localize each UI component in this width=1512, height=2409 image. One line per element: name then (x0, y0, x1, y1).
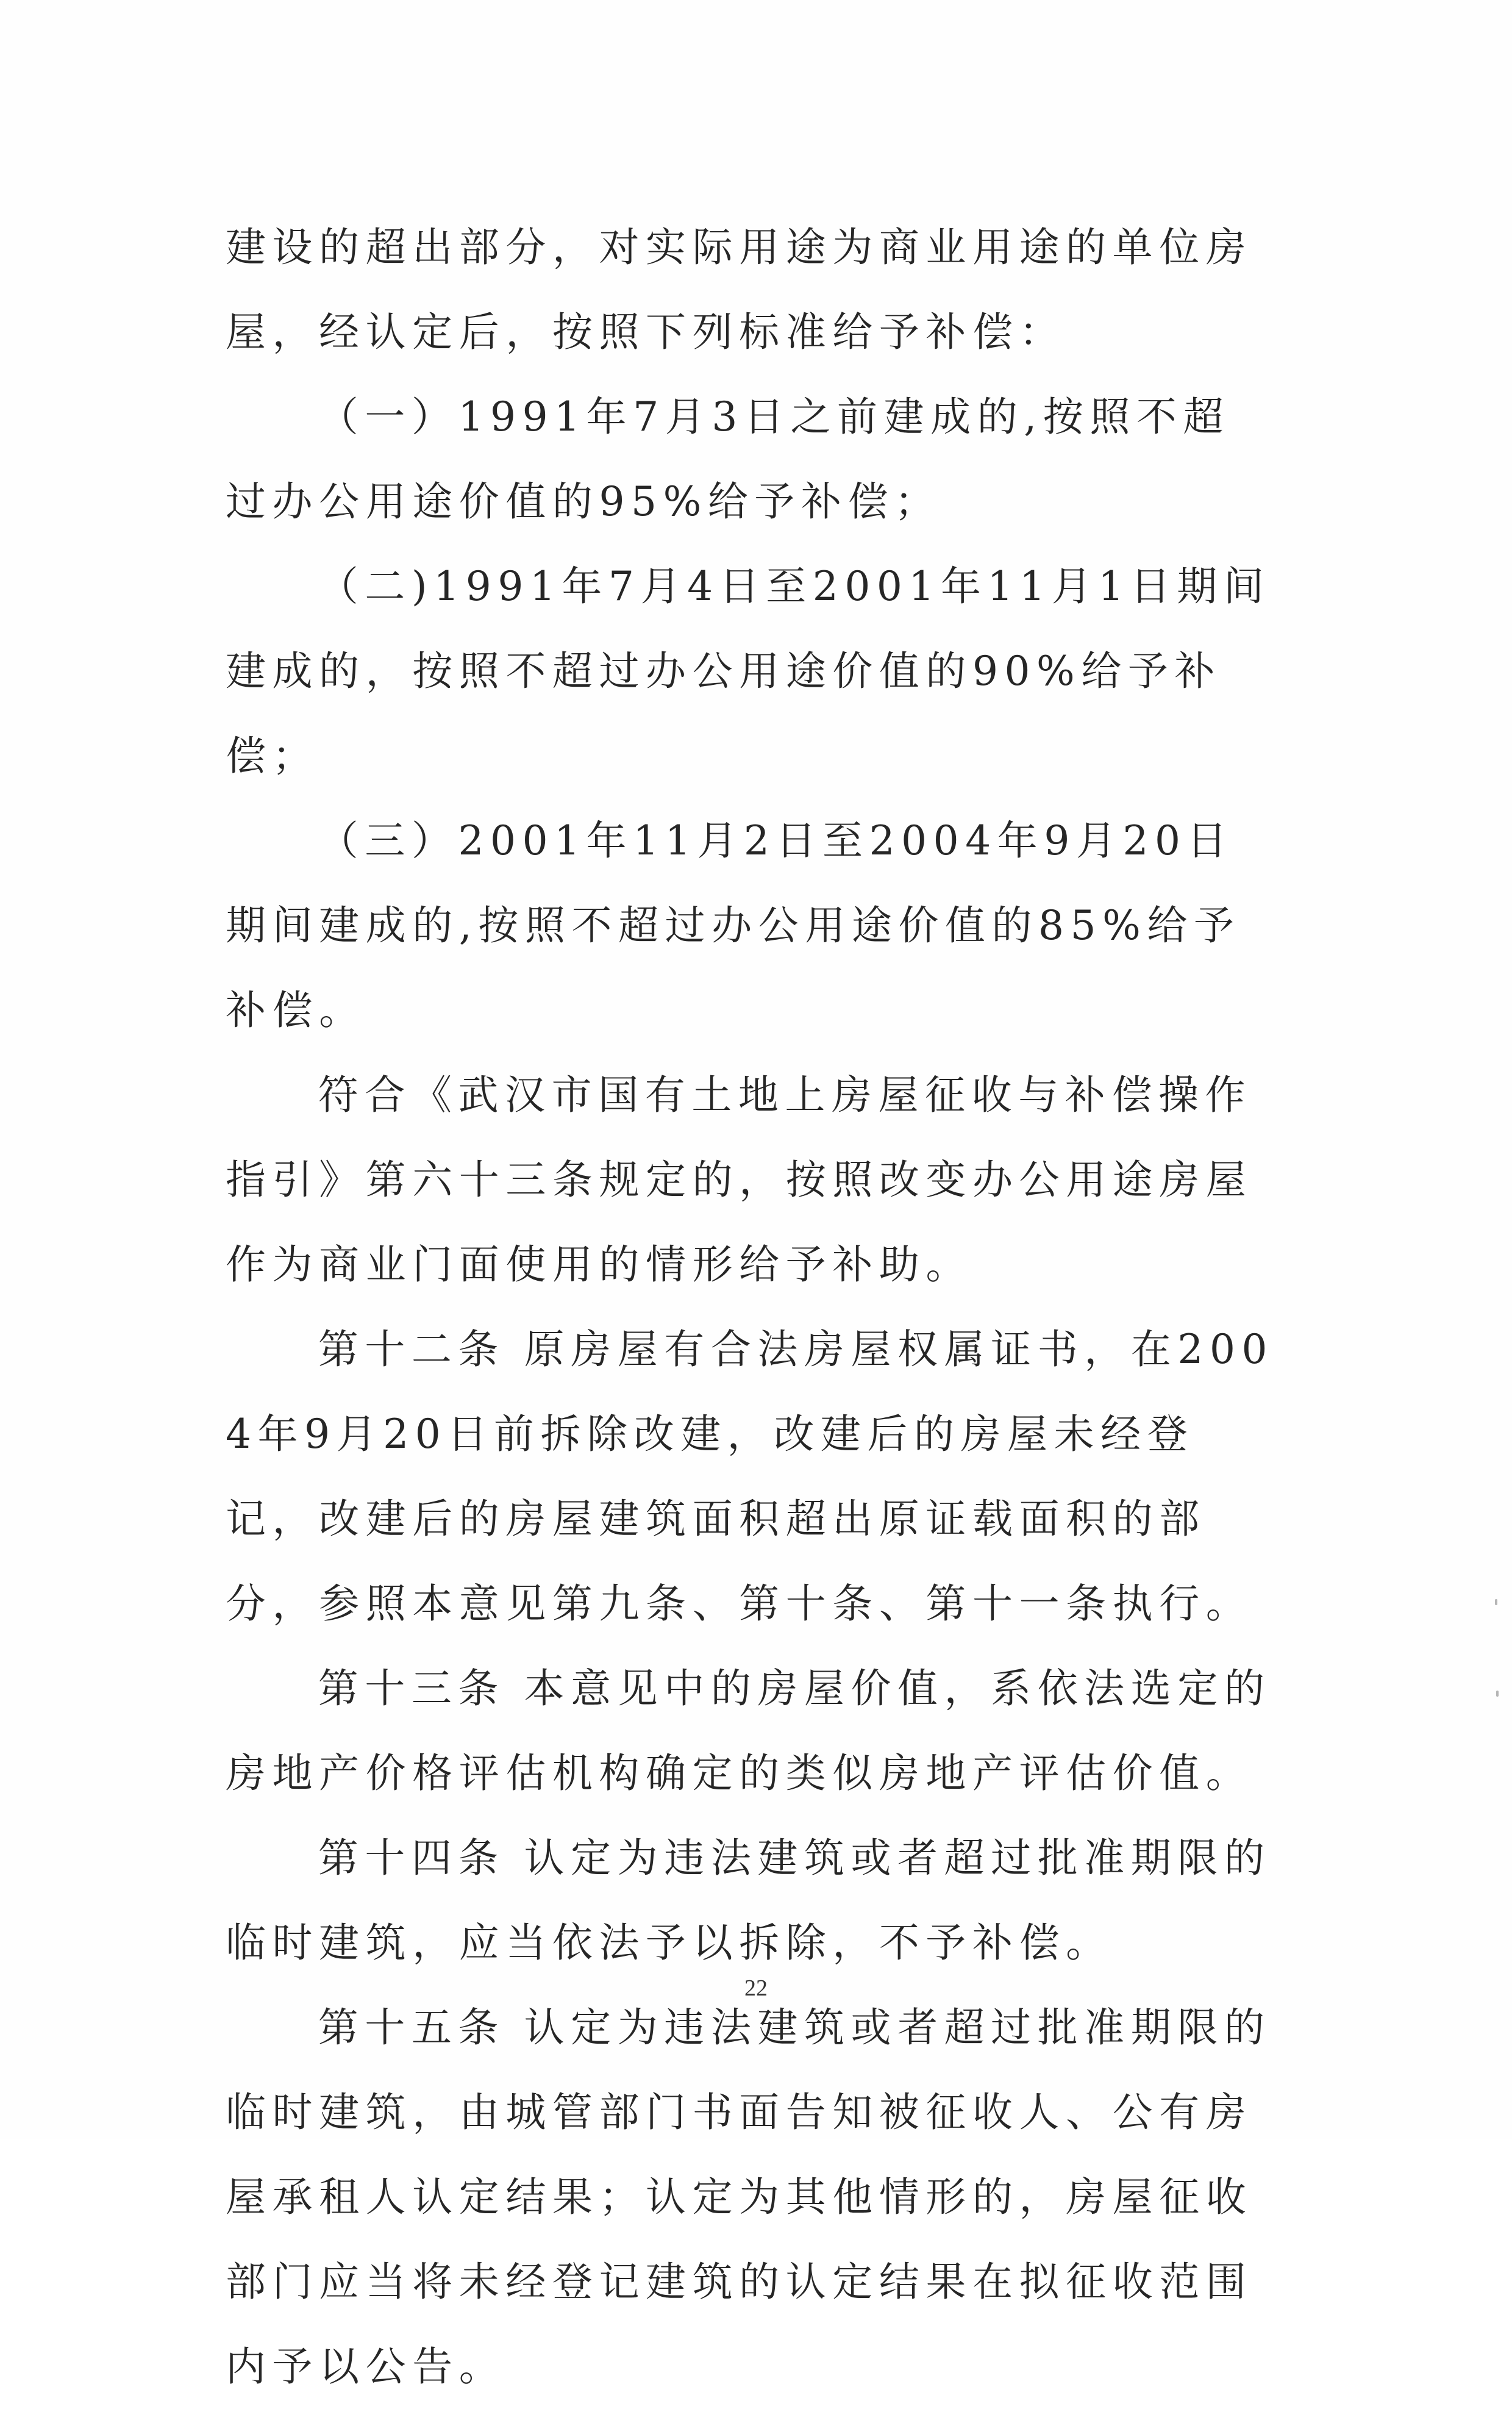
document-body (226, 205, 1274, 2409)
article-14: 第十四条 认定为违法建筑或者超过批准期限的临时建筑，应当依法予以拆除，不予补偿。 (226, 1834, 1271, 1966)
paragraph-item-2: （二)1991年7月4日至2001年11月1日期间建成的，按照不超过办公用途价值的90%给予补偿； (226, 563, 1271, 779)
scan-speck (1496, 1691, 1499, 1697)
paragraph-continuation: 建设的超出部分，对实际用途为商业用途的单位房屋，经认定后，按照下列标准给予补偿： (226, 224, 1253, 356)
page-number: 22 (744, 1975, 768, 2001)
scan-speck (1495, 1599, 1497, 1605)
article-12: 第十二条 原房屋有合法房屋权属证书，在2004年9月20日前拆除改建，改建后的房屋未经登记，改建后的房屋建筑面积超出原证载面积的部分，参照本意见第九条、第十条、第十一条执行。 (226, 1326, 1274, 1627)
paragraph-guideline-reference: 符合《武汉市国有土地上房屋征收与补偿操作指引》第六十三条规定的，按照改变办公用途房屋作为商业门面使用的情形给予补助。 (226, 1072, 1253, 1288)
paragraph-item-3: （三）2001年11月2日至2004年9月20日期间建成的,按照不超过办公用途价值的85%给予补偿。 (226, 817, 1241, 1034)
article-15: 第十五条 认定为违法建筑或者超过批准期限的临时建筑，由城管部门书面告知被征收人、公有房屋承租人认定结果；认定为其他情形的，房屋征收部门应当将未经登记建筑的认定结果在拟征收范围内予以公告。 (226, 2004, 1271, 2390)
paragraph-item-1: （一）1991年7月3日之前建成的,按照不超过办公用途价值的95%给予补偿； (226, 393, 1230, 525)
article-13: 第十三条 本意见中的房屋价值，系依法选定的房地产价格评估机构确定的类似房地产评估价值。 (226, 1665, 1271, 1797)
